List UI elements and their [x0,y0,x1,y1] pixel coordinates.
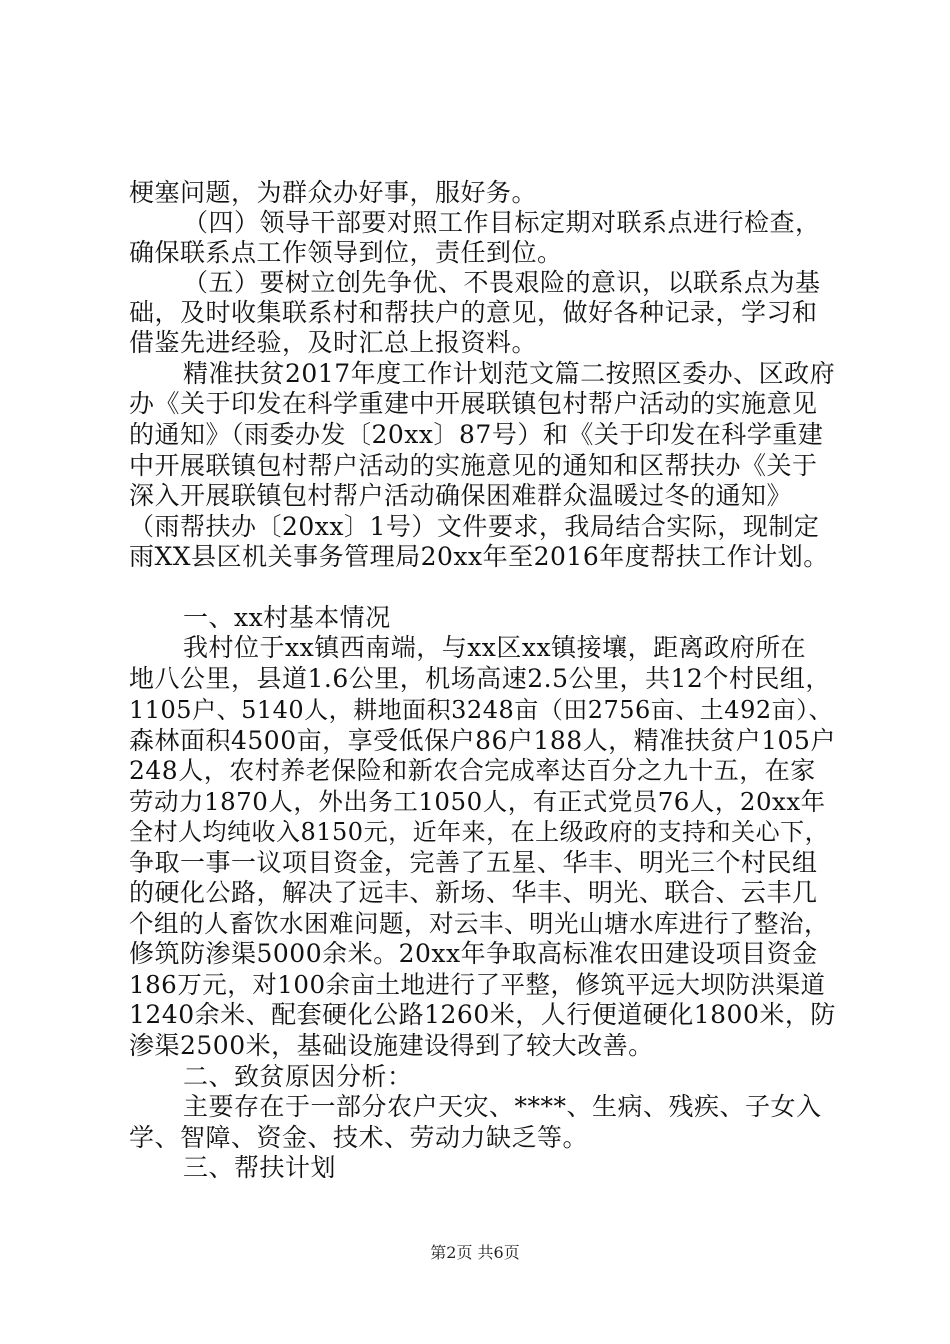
text-line: 主要存在于一部分农户天灾、****、生病、残疾、子女入 [183,1092,822,1121]
text-line: 森林面积4500亩，享受低保户86户188人，精准扶贫户105户 [129,726,836,755]
text-line: 248人，农村养老保险和新农合完成率达百分之九十五，在家 [129,756,816,785]
text-line: 精准扶贫2017年度工作计划范文篇二按照区委办、区政府 [183,359,836,388]
section-heading: 三、帮扶计划 [183,1153,337,1182]
text-line: 全村人均纯收入8150元，近年来，在上级政府的支持和关心下， [129,818,830,846]
text-line: （四）领导干部要对照工作目标定期对联系点进行检查， [183,208,821,237]
text-line: 的硬化公路，解决了远丰、新场、华丰、明光、联合、云丰几 [129,878,818,907]
text-line: 梗塞问题，为群众办好事，服好务。 [129,178,538,207]
text-line: 雨XX县区机关事务管理局20xx年至2016年度帮扶工作计划。 [129,542,829,571]
text-line: 确保联系点工作领导到位，责任到位。 [129,238,563,267]
text-line: 学、智障、资金、技术、劳动力缺乏等。 [129,1123,589,1152]
section-heading: 一、xx村基本情况 [183,603,391,632]
text-line: 深入开展联镇包村帮户活动确保困难群众温暖过冬的通知》 [129,481,793,510]
text-line: 劳动力1870人，外出务工1050人，有正式党员76人，20xx年 [129,787,826,816]
text-line: 地八公里，县道1.6公里，机场高速2.5公里，共12个村民组， [129,664,831,693]
text-line: 渗渠2500米，基础设施建设得到了较大改善。 [129,1031,654,1060]
text-line: 借鉴先进经验，及时汇总上报资料。 [129,328,538,357]
text-line: 中开展联镇包村帮户活动的实施意见的通知和区帮扶办《关于 [129,451,818,480]
text-line: （雨帮扶办〔20xx〕1号）文件要求，我局结合实际，现制定 [129,512,820,541]
text-line: 个组的人畜饮水困难问题，对云丰、明光山塘水库进行了整治， [129,909,829,938]
text-line: 修筑防渗渠5000余米。20xx年争取高标准农田建设项目资金 [129,939,818,968]
text-line: 1240余米、配套硬化公路1260米，人行便道硬化1800米，防 [129,1000,836,1029]
text-line: 础，及时收集联系村和帮扶户的意见，做好各种记录，学习和 [129,298,818,327]
text-line: （五）要树立创先争优、不畏艰险的意识，以联系点为基 [183,268,821,297]
page-number-footer: 第2页 共6页 [430,1243,520,1262]
text-line: 我村位于xx镇西南端，与xx区xx镇接壤，距离政府所在 [183,633,807,662]
text-line: 办《关于印发在科学重建中开展联镇包村帮户活动的实施意见 [129,389,818,418]
text-line: 186万元，对100余亩土地进行了平整，修筑平远大坝防洪渠道 [129,970,826,999]
text-line: 1105户、5140人，耕地面积3248亩（田2756亩、土492亩）、 [129,696,834,724]
text-line: 的通知》（雨委办发〔20xx〕87号）和《关于印发在科学重建 [129,420,824,449]
section-heading: 二、致贫原因分析： [183,1062,413,1091]
text-line: 争取一事一议项目资金，完善了五星、华丰、明光三个村民组 [129,848,818,877]
